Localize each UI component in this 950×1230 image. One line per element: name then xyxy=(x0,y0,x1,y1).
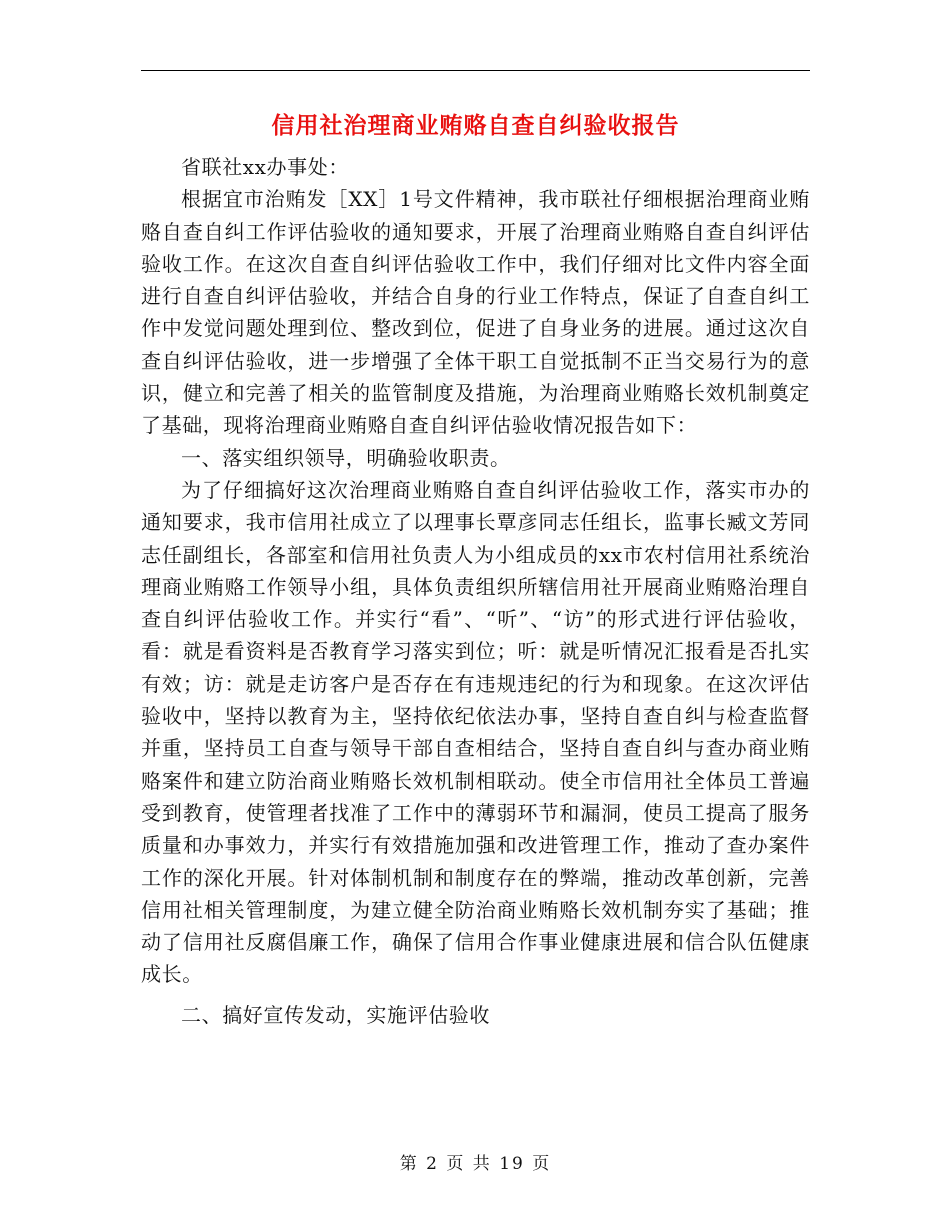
document-body xyxy=(141,151,810,1031)
page-number: 第 2 页 共 19 页 xyxy=(399,1154,552,1174)
salutation: 省联社xx办事处： xyxy=(181,155,349,179)
paragraph-intro: 根据宜市治贿发［XX］1号文件精神，我市联社仔细根据治理商业贿赂自查自纠工作评估验收的通知要求，开展了治理商业贿赂自查自纠评估验收工作。在这次自查自纠评估验收工作中，我们仔细对比文件内容全面进行自查自纠评估验收，并结合自身的行业工作特点，保证了自查自纠工作中发觉问题处理到位、整改到位，促进了自身业务的进展。通过这次自查自纠评估验收，进一步增强了全体干职工自觉抵制不正当交易行为的意识，健立和完善了相关的监管制度及措施，为治理商业贿赂长效机制奠定了基础，现将治理商业贿赂自查自纠评估验收情况报告如下： xyxy=(141,187,810,438)
header-rule xyxy=(141,70,810,71)
paragraph-section-1: 为了仔细搞好这次治理商业贿赂自查自纠评估验收工作，落实市办的通知要求，我市信用社成立了以理事长覃彦同志任组长，监事长臧文芳同志任副组长，各部室和信用社负责人为小组成员的xx市农村信用社系统治理商业贿赂工作领导小组，具体负责组织所辖信用社开展商业贿赂治理自查自纠评估验收工作。并实行“看”、“听”、“访”的形式进行评估验收，看：就是看资料是否教育学习落实到位；听：就是听情况汇报看是否扎实有效；访：就是走访客户是否存在有违规违纪的行为和现象。在这次评估验收中，坚持以教育为主，坚持依纪依法办事，坚持自查自纠与检查监督并重，坚持员工自查与领导干部自查相结合，坚持自查自纠与查办商业贿赂案件和建立防治商业贿赂长效机制相联动。使全市信用社全体员工普遍受到教育，使管理者找准了工作中的薄弱环节和漏洞，使员工提高了服务质量和办事效力，并实行有效措施加强和改进管理工作，推动了查办案件工作的深化开展。针对体制机制和制度存在的弊端，推动改革创新，完善信用社相关管理制度，为建立健全防治商业贿赂长效机制夯实了基础；推动了信用社反腐倡廉工作，确保了信用合作事业健康进展和信合队伍健康成长。 xyxy=(141,477,810,987)
section-heading-1: 一、落实组织领导，明确验收职责。 xyxy=(181,445,511,470)
section-heading-2: 二、搞好宣传发动，实施评估验收 xyxy=(181,1002,490,1027)
document-title: 信用社治理商业贿赂自查自纠验收报告 xyxy=(271,112,680,139)
